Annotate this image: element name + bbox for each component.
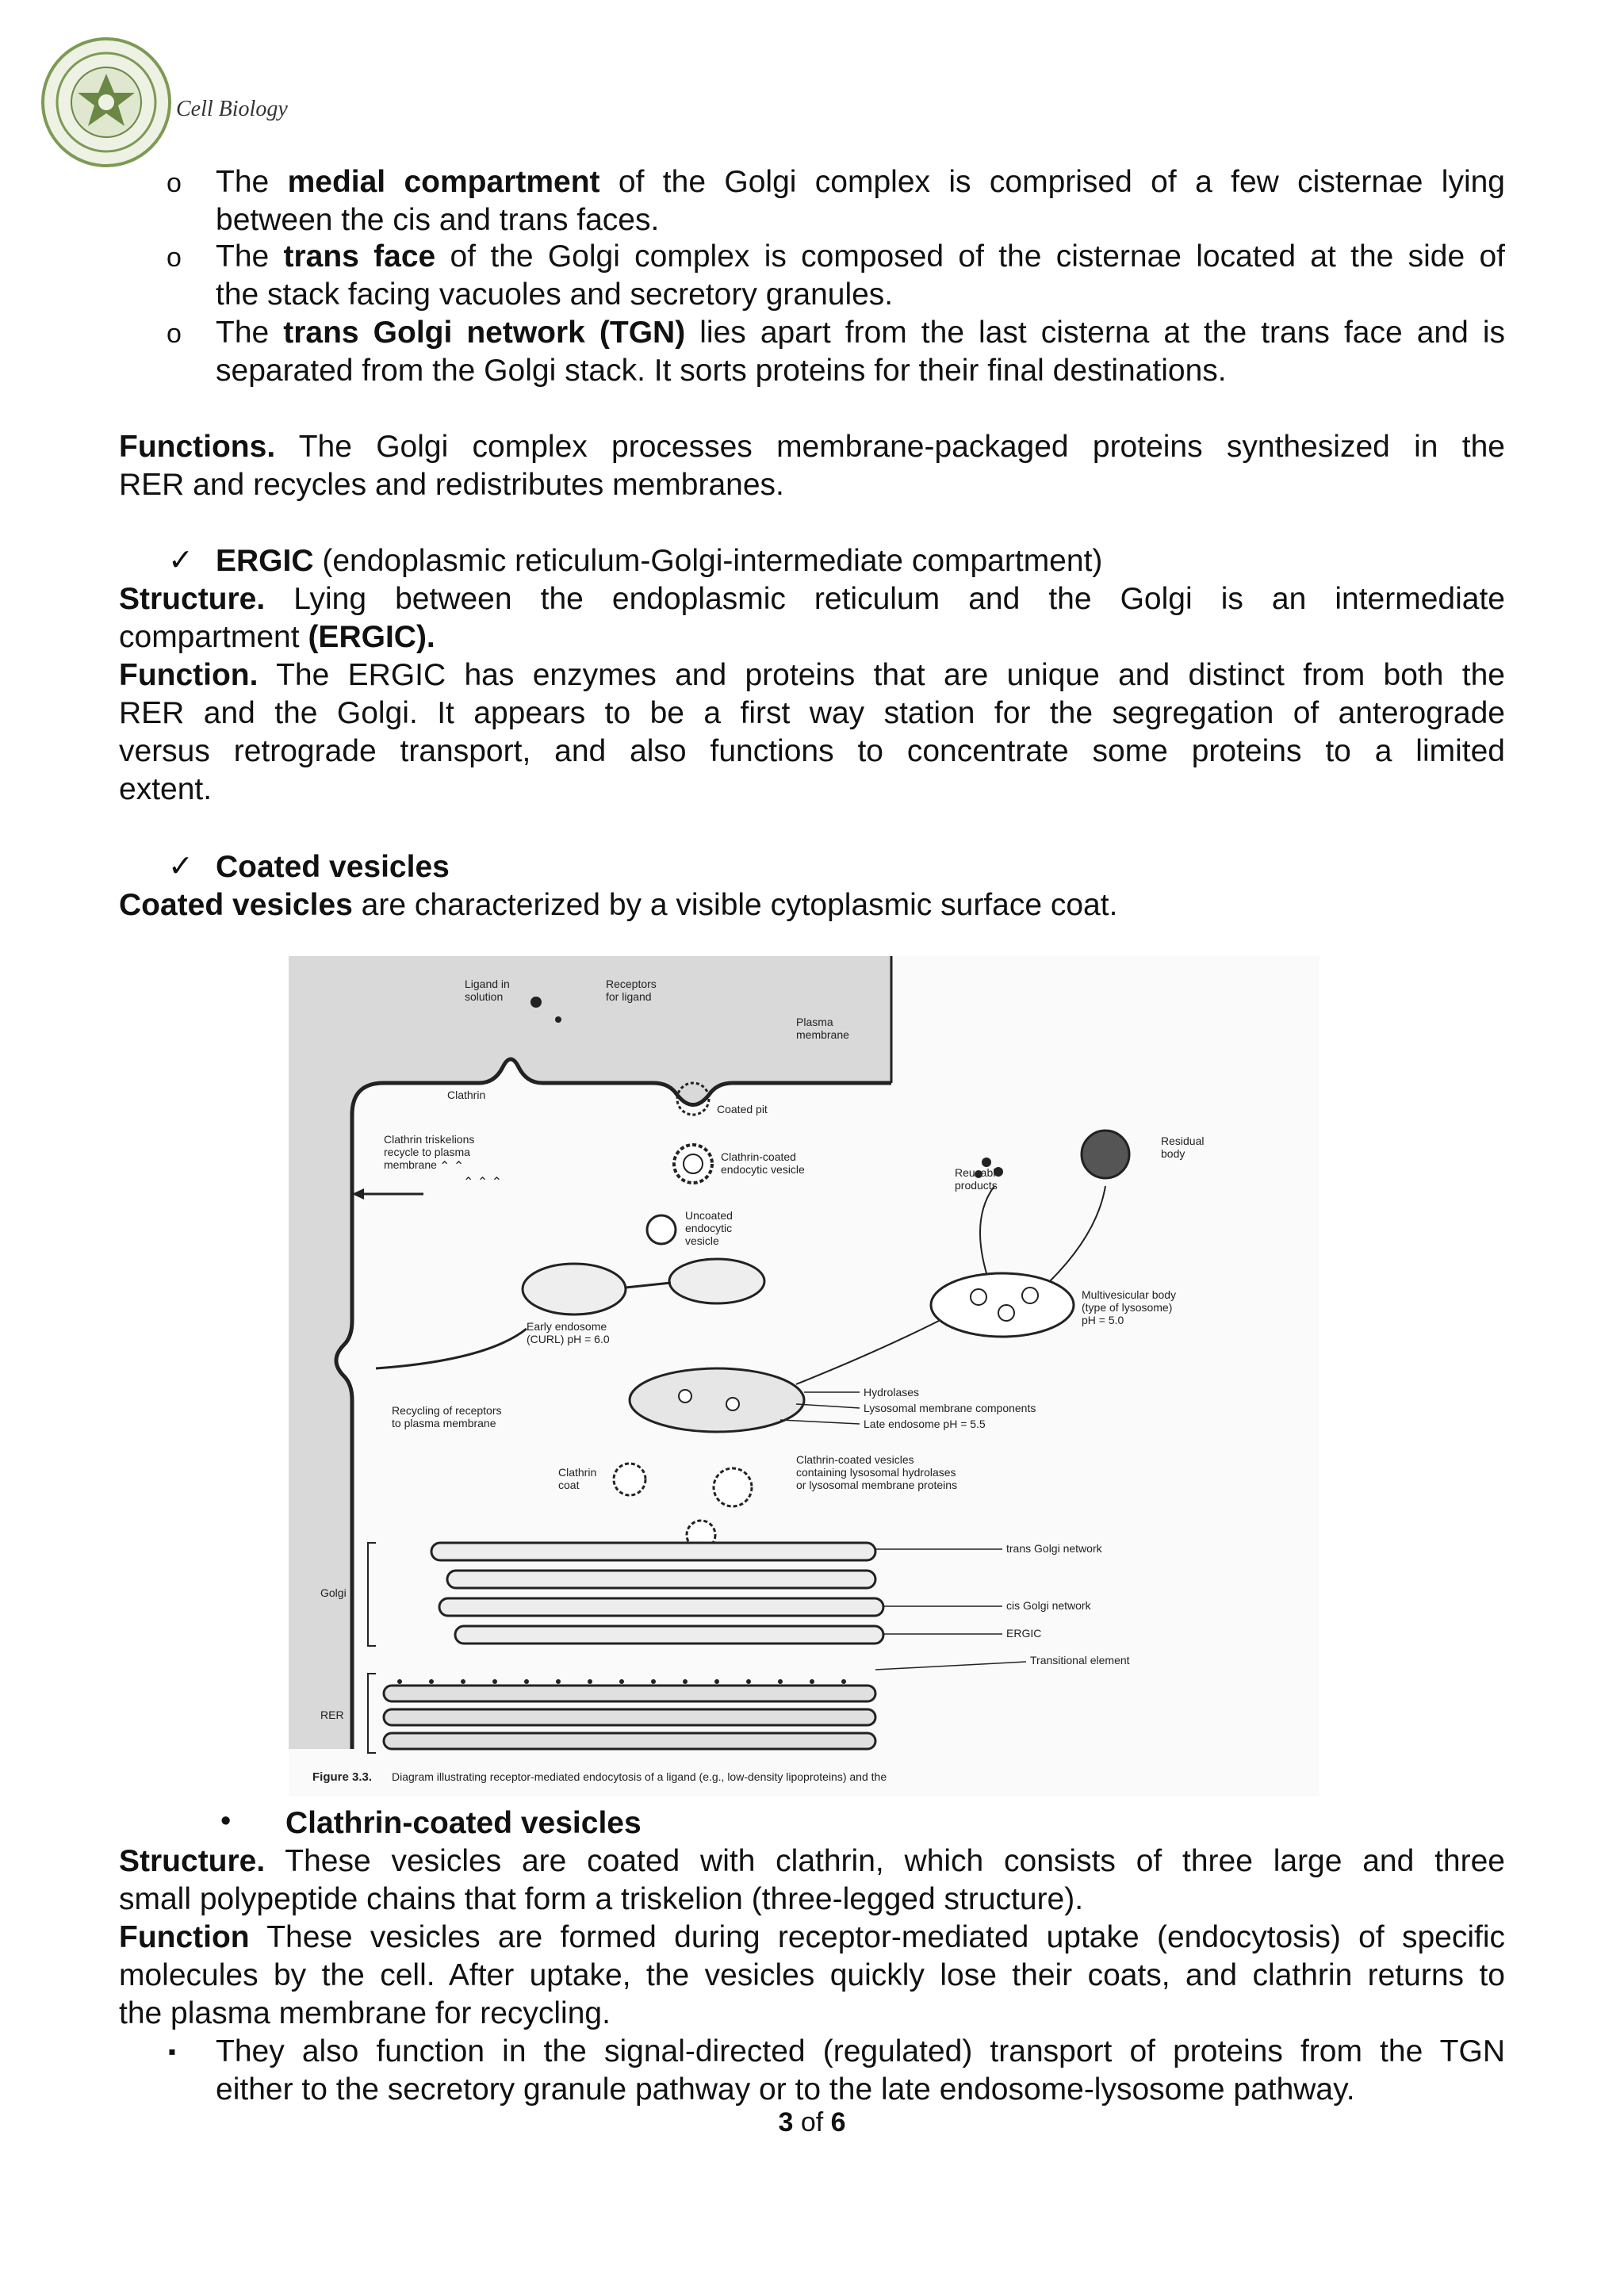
fig-label: Clathrin xyxy=(558,1466,597,1479)
fig-label: (type of lysosome) xyxy=(1082,1301,1173,1314)
svg-text:solution xyxy=(465,990,503,1003)
svg-text:vesicle xyxy=(685,1234,719,1247)
svg-text:Clathrin xyxy=(447,1089,485,1101)
fig-label: Transitional element xyxy=(1030,1654,1130,1667)
fig-label: coat xyxy=(558,1479,580,1491)
fig-label: vesicle xyxy=(685,1234,719,1247)
fig-label: solution xyxy=(465,990,504,1003)
svg-text:endocytic xyxy=(685,1222,732,1234)
figure-caption: Diagram illustrating receptor-mediated endocytosis of a ligand (e.g., low-density lipoproteins) and the xyxy=(392,1770,887,1783)
coated-heading: Coated vesicles xyxy=(216,850,450,884)
fig-label: products xyxy=(955,1179,998,1192)
svg-text:⌃ ⌃ ⌃: ⌃ ⌃ ⌃ xyxy=(463,1176,503,1189)
fig-label: Lysosomal membrane components xyxy=(864,1402,1036,1414)
fig-label: or lysosomal membrane proteins xyxy=(796,1479,958,1491)
coated-intro: Coated vesicles are characterized by a visible cytoplasmic surface coat. xyxy=(119,888,1118,922)
fig-label: recycle to plasma xyxy=(384,1146,470,1158)
fig-label: Ligand in xyxy=(465,978,510,990)
clathrin-sub-bullet: They also function in the signal-directed (regulated) transport of proteins from the TGN either to the secretory granule pathway or to the late endosome-lysosome pathway. xyxy=(216,2034,1505,2107)
svg-text:Diagram illustrating receptor- xyxy=(392,1770,887,1783)
fig-label: Late endosome pH = 5.5 xyxy=(864,1418,986,1430)
fig-label: Receptors xyxy=(606,978,657,990)
svg-text:Multivesicular body xyxy=(1082,1288,1176,1301)
fig-label: RER xyxy=(320,1709,344,1721)
fig-label: Uncoated xyxy=(685,1209,733,1222)
svg-text:body xyxy=(1161,1147,1185,1160)
svg-text:Golgi xyxy=(320,1586,347,1599)
svg-text:Reusable xyxy=(955,1166,1002,1179)
svg-text:Clathrin-coated vesicles xyxy=(796,1453,914,1466)
fig-label: Hydrolases xyxy=(864,1386,920,1399)
svg-text:⌃ ⌃: ⌃ ⌃ xyxy=(439,1160,465,1173)
svg-text:Residual xyxy=(1161,1135,1204,1147)
svg-text:Clathrin triskelions xyxy=(384,1133,474,1146)
svg-text:Figure 3.3. xyxy=(312,1770,372,1784)
fig-label: endocytic xyxy=(685,1222,733,1234)
fig-label: (CURL) pH = 6.0 xyxy=(527,1333,610,1345)
svg-text:Early endosome xyxy=(527,1320,607,1333)
fig-label: cis Golgi network xyxy=(1006,1599,1091,1612)
svg-text:trans Golgi network xyxy=(1006,1542,1103,1555)
svg-text:Ligand in xyxy=(465,978,510,990)
svg-text:containing lysosomal hydrolase xyxy=(796,1466,956,1479)
fig-label: endocytic vesicle xyxy=(721,1163,805,1176)
svg-text:to plasma membrane xyxy=(392,1417,496,1429)
square-bullet-icon: ▪ xyxy=(168,2039,176,2064)
svg-text:Lysosomal membrane components xyxy=(864,1402,1036,1414)
ergic-structure: Structure. Lying between the endoplasmic reticulum and the Golgi is an intermediate compartment (ERGIC). xyxy=(119,582,1505,654)
svg-text:recycle to plasma xyxy=(384,1146,470,1158)
ergic-function: Function. The ERGIC has enzymes and proteins that are unique and distinct from both the RER and the Golgi. It appears to be a first way station for the segregation of anterograde versus retrograde transport, and also functions to concentrate some proteins to a limited extent. xyxy=(119,658,1505,806)
svg-text:coat xyxy=(558,1479,580,1491)
header-title: Cell Biology xyxy=(176,97,288,121)
fig-label: Coated pit xyxy=(717,1103,768,1115)
functions-paragraph: Functions. The Golgi complex processes membrane-packaged proteins synthesized in the RER and recycles and redistributes membranes. xyxy=(119,430,1505,502)
svg-text:Late endosome pH = 5.5 xyxy=(864,1418,986,1430)
fig-label: ERGIC xyxy=(1006,1627,1042,1640)
checkmark-icon: ✓ xyxy=(168,544,193,577)
list-bullet-o: o xyxy=(167,168,182,198)
endocytosis-diagram xyxy=(289,956,1320,1797)
svg-text:endocytic vesicle xyxy=(721,1163,805,1176)
bullet-icon: • xyxy=(220,1804,232,1838)
svg-text:(type of lysosome) xyxy=(1082,1301,1172,1314)
figure-caption-label: Figure 3.3. xyxy=(312,1770,373,1784)
list-item-tgn: The trans Golgi network (TGN) lies apart from the last cisterna at the trans face and is separated from the Golgi stack. It sorts proteins for their final destinations. xyxy=(216,316,1505,388)
svg-text:membrane xyxy=(796,1028,849,1041)
list-bullet-o: o xyxy=(167,243,182,273)
fig-label: for ligand xyxy=(606,990,652,1003)
svg-text:membrane xyxy=(384,1158,437,1171)
svg-text:RER xyxy=(320,1709,344,1721)
fig-label: to plasma membrane xyxy=(392,1417,496,1429)
svg-text:Clathrin xyxy=(558,1466,596,1479)
svg-text:Recycling of receptors xyxy=(392,1404,502,1417)
svg-text:pH = 5.0 xyxy=(1082,1314,1124,1326)
university-seal-logo xyxy=(40,36,173,169)
fig-label: trans Golgi network xyxy=(1006,1542,1102,1555)
svg-text:for ligand xyxy=(606,990,652,1003)
svg-text:ERGIC xyxy=(1006,1627,1041,1640)
fig-label: Clathrin-coated vesicles xyxy=(796,1453,914,1466)
fig-label: Clathrin-coated xyxy=(721,1150,796,1163)
page-number: 3 of 6 xyxy=(778,2107,846,2137)
svg-text:or lysosomal membrane proteins xyxy=(796,1479,957,1491)
list-item-trans-face: The trans face of the Golgi complex is composed of the cisternae located at the side of the stack facing vacuoles and secretory granules. xyxy=(216,239,1505,312)
fig-label: Golgi xyxy=(320,1586,347,1599)
fig-label: Plasma xyxy=(796,1016,833,1028)
ergic-heading: ERGIC (endoplasmic reticulum-Golgi-intermediate compartment) xyxy=(216,544,1103,578)
list-item-medial: The medial compartment of the Golgi complex is comprised of a few cisternae lying between the cis and trans faces. xyxy=(216,165,1505,237)
svg-text:Clathrin-coated xyxy=(721,1150,796,1163)
clathrin-function: Function These vesicles are formed during receptor-mediated uptake (endocytosis) of specific molecules by the cell. After uptake, the vesicles quickly lose their coats, and clathrin returns to the plasma membrane for recycling. xyxy=(119,1920,1505,2030)
fig-label: Clathrin triskelions xyxy=(384,1133,475,1146)
fig-label: Residual xyxy=(1161,1135,1205,1147)
fig-label: Early endosome xyxy=(527,1320,607,1333)
checkmark-icon: ✓ xyxy=(168,850,193,883)
svg-text:(CURL) pH = 6.0 xyxy=(527,1333,610,1345)
fig-label: pH = 5.0 xyxy=(1082,1314,1124,1326)
svg-text:Receptors xyxy=(606,978,657,990)
fig-label: Reusable xyxy=(955,1166,1002,1179)
fig-label: body xyxy=(1161,1147,1185,1160)
fig-label: membrane xyxy=(796,1028,849,1041)
svg-text:cis Golgi network xyxy=(1006,1599,1092,1612)
svg-text:products xyxy=(955,1179,998,1192)
fig-label: containing lysosomal hydrolases xyxy=(796,1466,956,1479)
fig-label: Multivesicular body xyxy=(1082,1288,1177,1301)
clathrin-heading: Clathrin-coated vesicles xyxy=(285,1806,642,1840)
svg-text:Hydrolases xyxy=(864,1386,919,1399)
clathrin-structure: Structure. These vesicles are coated with clathrin, which consists of three large and three small polypeptide chains that form a triskelion (three-legged structure). xyxy=(119,1844,1505,1916)
fig-label: Clathrin xyxy=(447,1089,486,1101)
svg-text:Transitional element xyxy=(1030,1654,1130,1667)
fig-label: membrane xyxy=(384,1158,437,1171)
svg-text:Coated pit xyxy=(717,1103,768,1115)
svg-text:Uncoated xyxy=(685,1209,733,1222)
fig-label: Recycling of receptors xyxy=(392,1404,502,1417)
svg-text:Plasma xyxy=(796,1016,833,1028)
list-bullet-o: o xyxy=(167,319,182,349)
